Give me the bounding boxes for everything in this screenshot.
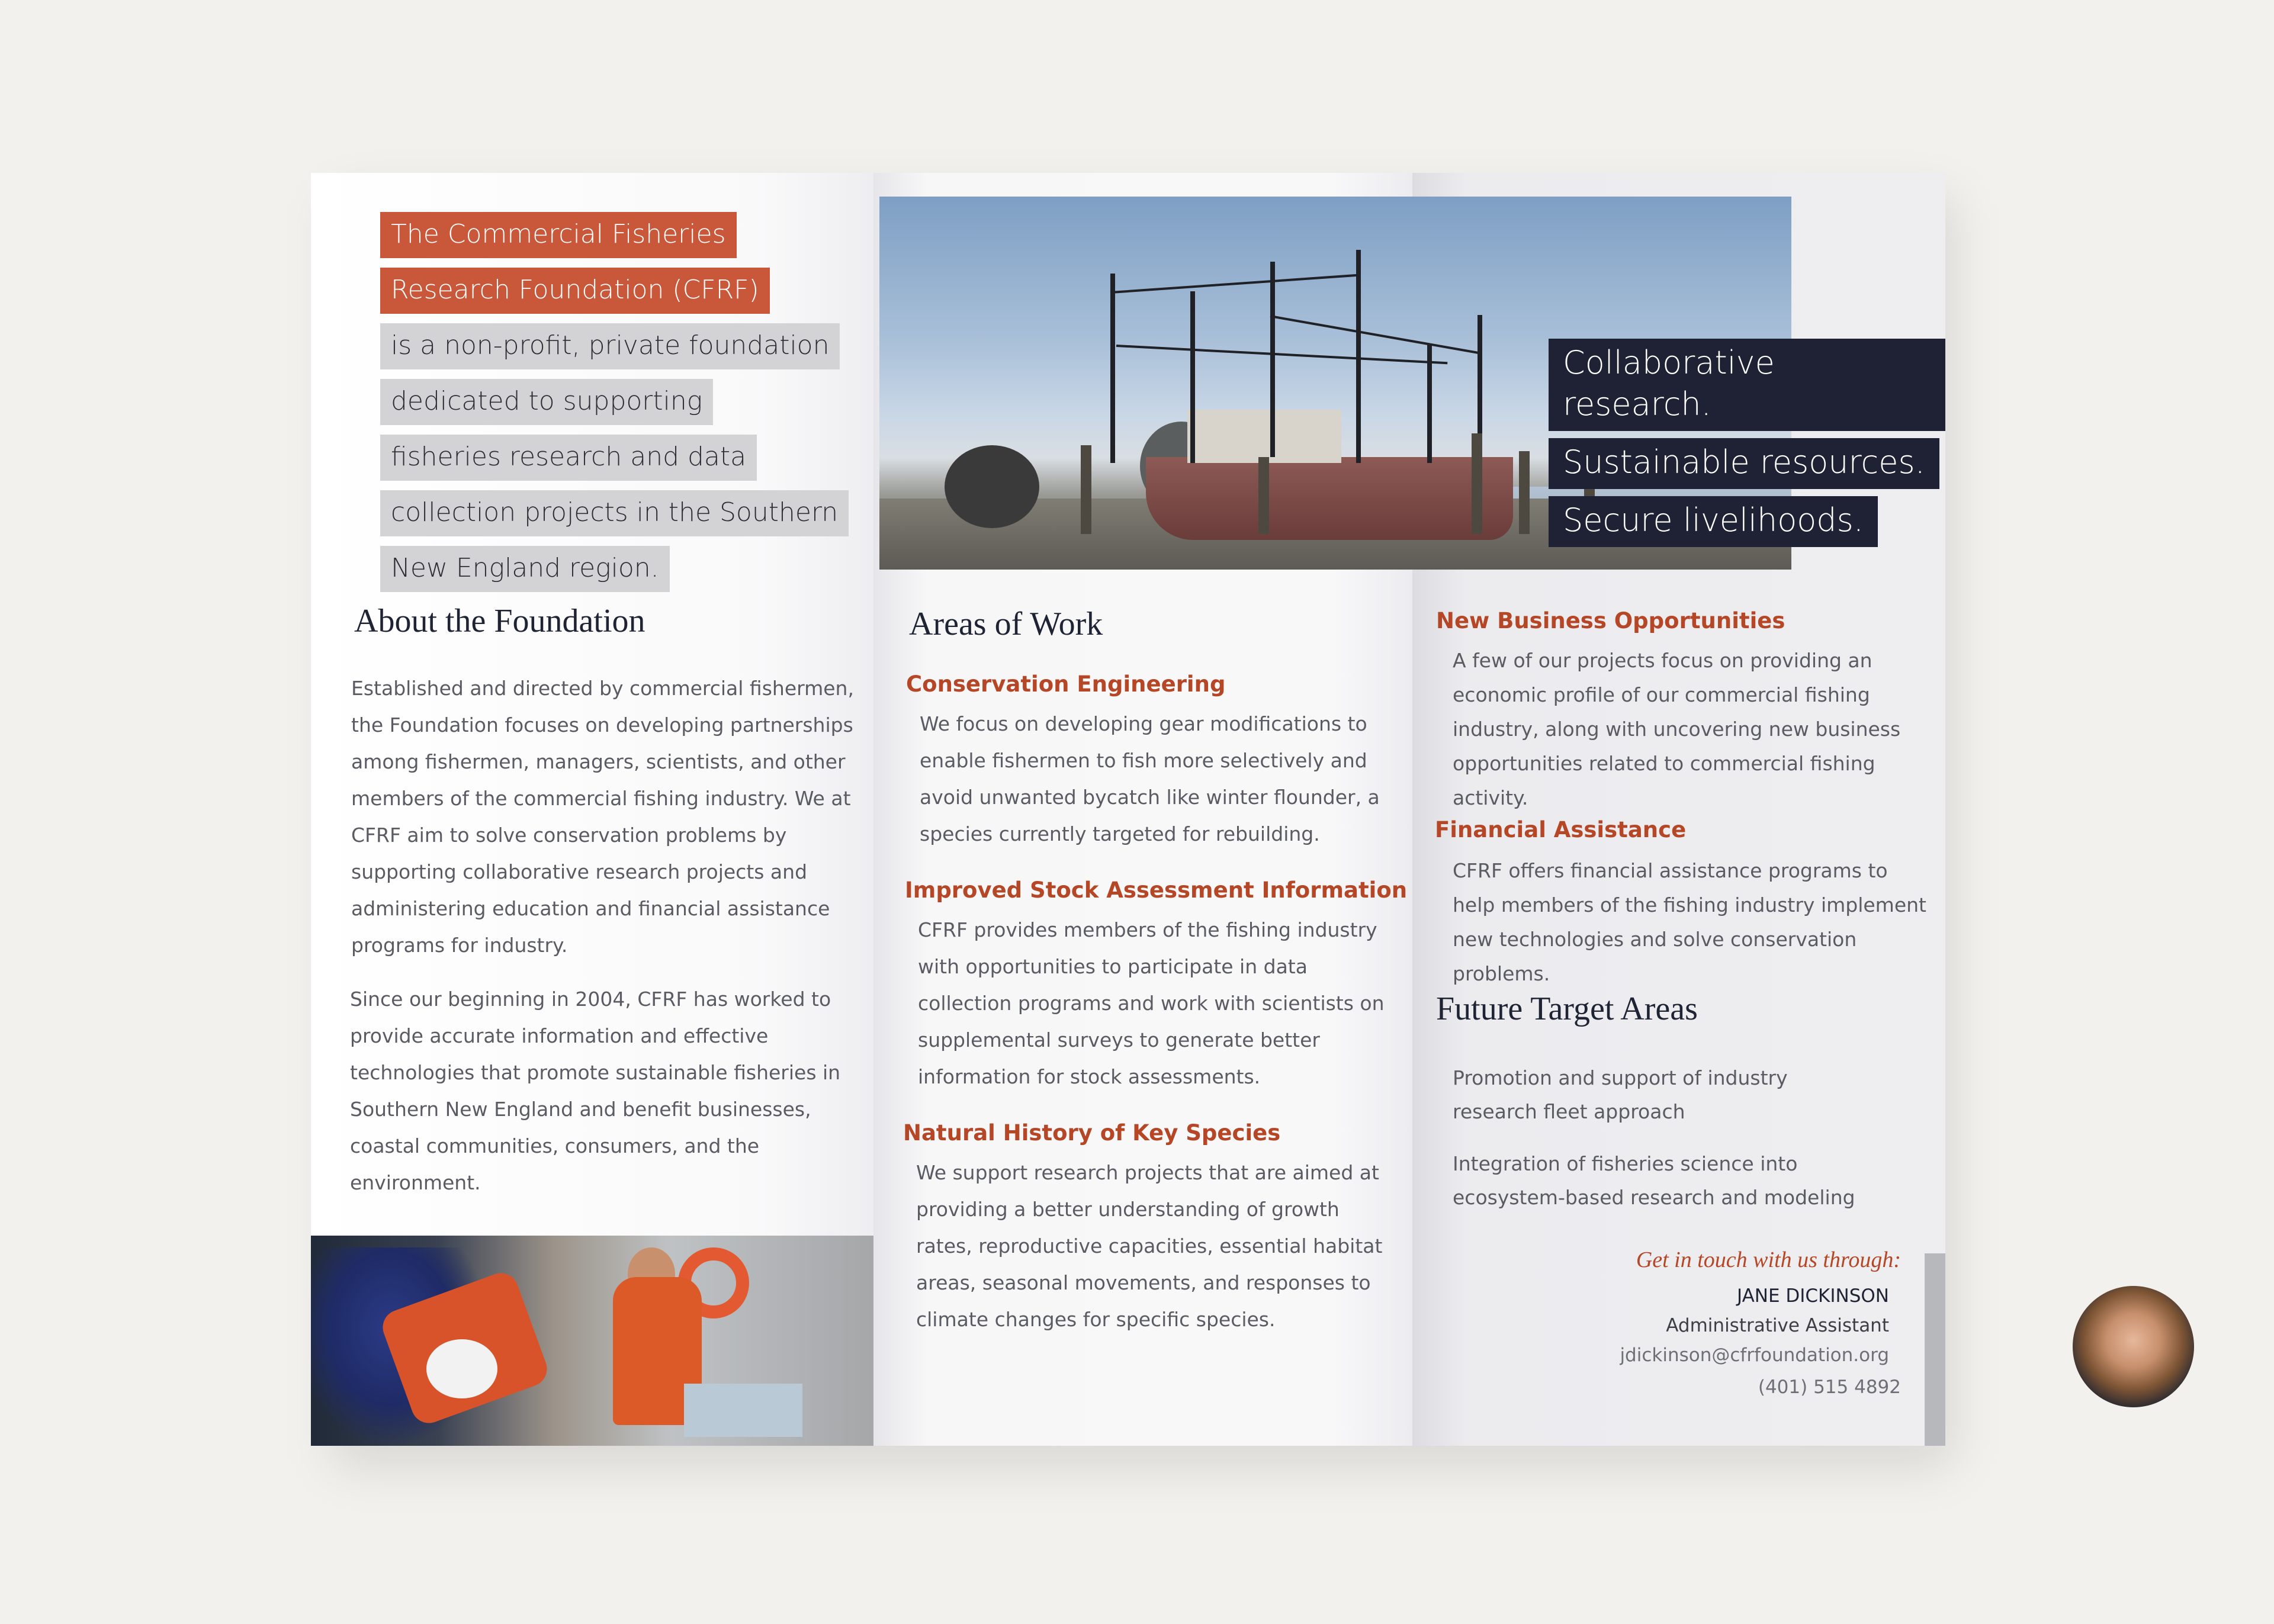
intro-line: collection projects in the Southern	[380, 490, 849, 536]
photo-mast	[1190, 291, 1195, 463]
contact-avatar	[2073, 1286, 2194, 1407]
photo-rigging	[1116, 345, 1447, 364]
section-heading: Improved Stock Assessment Information	[905, 877, 1408, 903]
photo-mast	[1270, 262, 1275, 457]
section-heading: New Business Opportunities	[1436, 608, 1785, 633]
section-heading: Natural History of Key Species	[903, 1120, 1281, 1146]
edge-bar	[1925, 1253, 1945, 1446]
about-paragraph-2: Since our beginning in 2004, CFRF has worked to provide accurate information and effective technologies that promote sustainable fisheries in Southern New England and benefit businesses, coastal communities, consumers, and the environment.	[350, 988, 841, 1194]
photo-piling	[1519, 451, 1530, 534]
photo-piling	[1472, 433, 1482, 534]
photo-rigging	[1110, 274, 1358, 294]
photo-boat-hull	[1146, 457, 1513, 540]
section-text: CFRF offers financial assistance programs to help members of the fishing industry implement new technologies and solve conservation problems.	[1453, 859, 1926, 985]
contact-name: JANE DICKINSON	[1736, 1285, 1889, 1307]
intro-line: is a non-profit, private foundation	[380, 323, 840, 369]
section-text: A few of our projects focus on providing an economic profile of our commercial fishing industry, along with uncovering new business opportunities related to commercial fishing activity.	[1453, 649, 1901, 809]
panel-left	[311, 173, 873, 1446]
future-item: Integration of fisheries science into ecosystem-based research and modeling	[1453, 1152, 1855, 1209]
tagline-line: Collaborative research.	[1549, 339, 1945, 431]
contact-phone: (401) 515 4892	[1758, 1377, 1901, 1398]
tagline-block	[1549, 339, 1945, 554]
photo-mast	[1356, 250, 1361, 463]
about-paragraph-1: Established and directed by commercial fishermen, the Foundation focuses on developing partnerships among fishermen, managers, scientists, and other members of the commercial fishing industry. We at CFRF aim to solve conservation problems by supporting collaborative research projects and administering education and financial assistance programs for industry.	[351, 677, 854, 957]
about-title: About the Foundation	[354, 603, 645, 639]
fishermen-photo	[311, 1236, 873, 1446]
areas-title: Areas of Work	[909, 606, 1103, 642]
photo-fish-tray	[684, 1384, 802, 1437]
section-text: CFRF provides members of the fishing industry with opportunities to participate in data collection programs and work with scientists on supplemental surveys to generate better information for stock assessments.	[918, 918, 1385, 1088]
contact-email[interactable]: jdickinson@cfrfoundation.org	[1620, 1345, 1889, 1366]
photo-rigging	[1270, 315, 1480, 354]
brochure	[311, 173, 1945, 1446]
intro-highlight-line: Research Foundation (CFRF)	[380, 268, 770, 314]
intro-line: fisheries research and data	[380, 435, 757, 481]
section-text: We support research projects that are aimed at providing a better understanding of growth rates, reproductive capacities, essential habitat areas, seasonal movements, and responses to climate changes for specific species.	[916, 1161, 1383, 1331]
contact-block	[1412, 1244, 1901, 1402]
photo-mast	[1110, 274, 1115, 463]
section-heading: Conservation Engineering	[906, 671, 1226, 697]
contact-role: Administrative Assistant	[1666, 1315, 1889, 1336]
future-title: Future Target Areas	[1436, 991, 1698, 1027]
intro-line: dedicated to supporting	[380, 379, 713, 425]
section-text: We focus on developing gear modifications to enable fishermen to fish more selectively and avoid unwanted bycatch like winter flounder, a species currently targeted for rebuilding.	[920, 712, 1380, 845]
section-heading: Financial Assistance	[1435, 817, 1687, 842]
intro-highlight-line: The Commercial Fisheries	[380, 212, 737, 258]
contact-lead: Get in touch with us through:	[1636, 1247, 1901, 1272]
photo-piling	[1258, 457, 1269, 534]
photo-drum	[945, 445, 1039, 528]
photo-glove	[426, 1339, 497, 1398]
tagline-line: Secure livelihoods.	[1549, 496, 1878, 547]
intro-block	[380, 212, 849, 602]
tagline-line: Sustainable resources.	[1549, 438, 1939, 489]
intro-line: New England region.	[380, 546, 670, 592]
photo-piling	[1081, 445, 1091, 534]
photo-boat-cabin	[1187, 410, 1341, 463]
future-item: Promotion and support of industry research fleet approach	[1453, 1066, 1788, 1123]
